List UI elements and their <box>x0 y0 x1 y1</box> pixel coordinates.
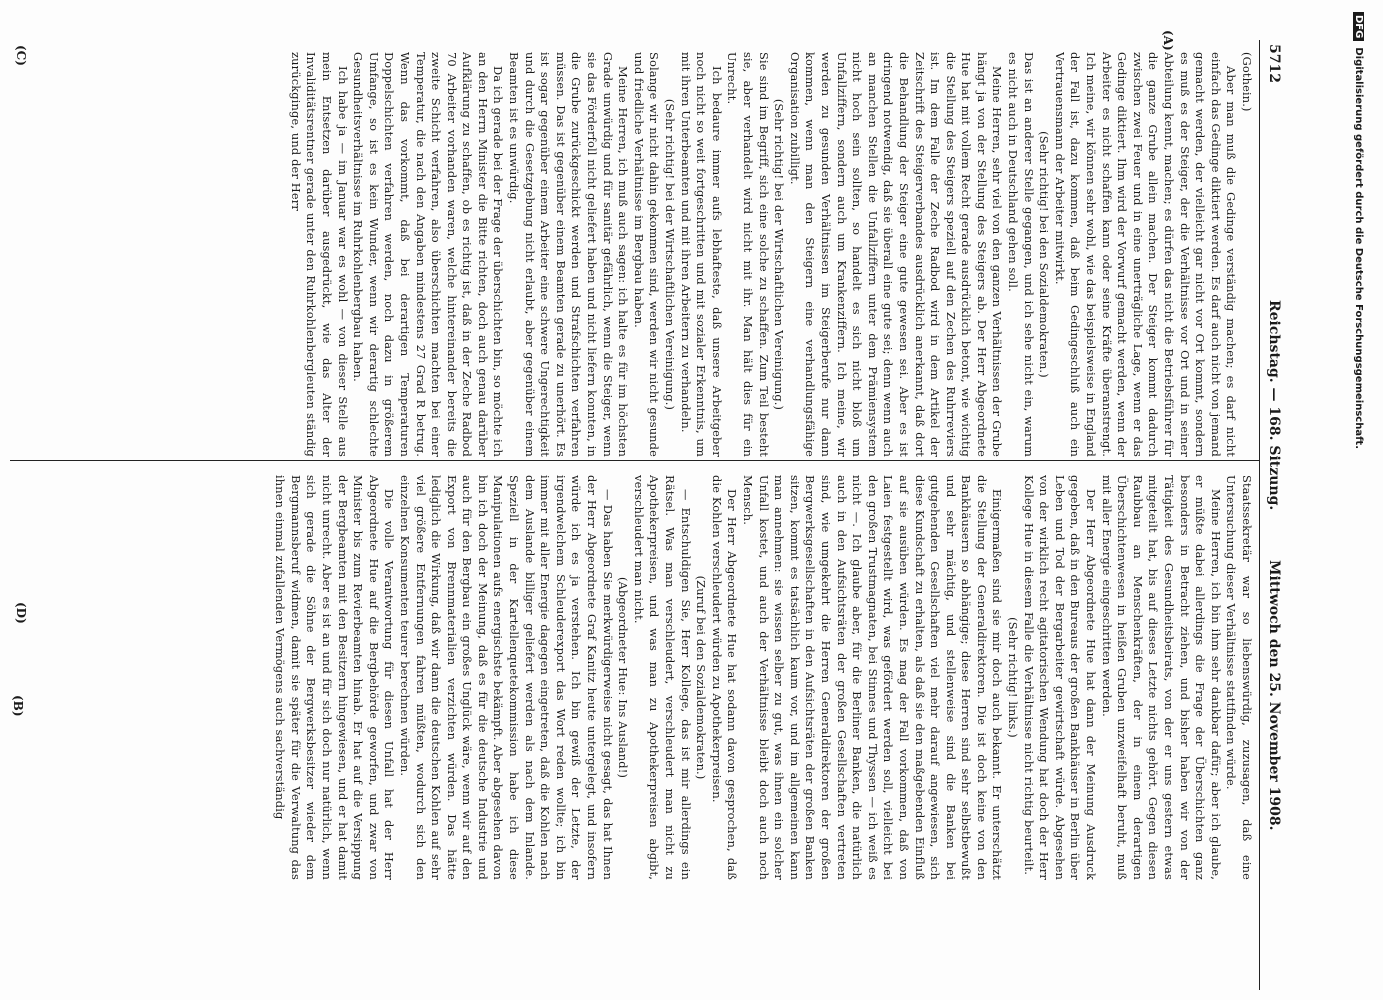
paragraph: Solange wir nicht dahin gekommen sind, werden wir nicht gesunde und friedliche Verhältnisse im Bergbau haben. <box>631 52 662 457</box>
header-date: Mittwoch den 25. November 1908. <box>1266 560 1282 831</box>
credit-text: Digitalisierung gefördert durch die Deutsche Forschungsgemeinschaft. <box>1353 47 1364 450</box>
text-column-right <box>14 475 1254 880</box>
interjection: (Abgeordneter Hue: Ins Ausland!) <box>616 576 631 779</box>
page-header <box>1260 0 1290 1000</box>
paragraph: Einigermaßen sind sie mir doch auch bekannt. Er unterschätzt die Stellung der Generaldirektoren. Die ist doch keine von den Bankhäusern so abhängige; diese Herren sind sehr selbstbewußt und sehr mächtig, und stellenweise sind die Banken bei gutgehenden Gesellschaften viel mehr darauf angewiesen, sich diese Kundschaft zu erhalten, als daß sie den maßgebenden Einfluß auf sie ausüben würden. Es mag der Fall vorkommen, daß von Laien festgestellt wird, was gefördert werden soll, vielleicht bei den großen Trustmagnaten, bei Stinnes und Thyssen — ich weiß es nicht —. Ich glaube aber, für die Berliner Banken, die natürlich auch in den Aufsichtsräten der großen Gesellschaften vertreten sind, wie umgekehrt die Herren Generaldirektoren der großen Bergwerksgesellschaften in den Aufsichtsräten der großen Banken sitzen, kommt es tatsächlich kaum vor, und im allgemeinen kann man annehmen: sie wissen selber zu gut, was ihnen ein solcher Unfall kostet, und auch der Verhältnisse bleibt doch auch noch Mensch. <box>741 475 1005 880</box>
interjection: (Sehr richtig! bei der Wirtschaftlichen Vereinigung.) <box>663 98 678 411</box>
paragraph: — Das haben Sie merkwürdigerweise nicht gesagt, das hat Ihnen der Herr Abgeordnete Graf Kanitz heute untergelegt, und insofern würde ich es ja verstehen. Ich bin gewiß der Letzte, der irgendwelchem Schleuderexport das Wort reden wollte; ich bin immer mit aller Energie dagegen eingetreten, daß die Kohlen nach dem Auslande billiger geliefert werden als nach dem Inlande. Speziell in der Kartellenquetekommission habe ich diese Manipulationen aufs energischste bekämpft. Aber abgesehen davon bin ich doch der Meinung, daß es für die deutsche Industrie und auch für den Bergbau ein großes Unglück wäre, wenn wir auf den Export von Brennmaterialien verzichten würden. Das hätte lediglich die Wirkung, daß wir dann die deutschen Kohlen auf sehr viel größere Entfernungen fahren müßten, wodurch sich den einzelnen Konsumenten teurer berechnen würden. <box>397 475 615 880</box>
paragraph: Ich bedaure immer aufs lebhafteste, daß unsere Arbeitgeber noch nicht so weit fortgeschritten und mit sozialer Erkenntnis, um mit ihren Unterbeamten und mit ihren Arbeitern zu verhandeln. <box>678 52 724 457</box>
paragraph: Ich habe ja — im Januar war es wohl — von dieser Stelle aus mein Entsetzen darüber ausgedrückt, wie das Alter der Invaliditätsrentner gerade unter den Ruhrkohlenbergleuten ständig zurückginge, und der Herr <box>288 52 350 457</box>
paragraph: Meine Herren, ich bin ihm sehr dankbar dafür; aber ich glaube, er müßte dabei allerdings die Frage der Überschichten ganz besonders in Betracht ziehen, und bisher haben wir von der Tätigkeit des Gesundheitsbeirats, von der er uns gestern etwas mitgeteilt hat, bis auf dieses Letzte nichts gehört. Gegen diesen Raubbau an Menschenkräften, der in einem derartigen Überschichtenwesen in heißen Gruben unzweifelhaft beruht, muß mit aller Energie eingeschritten werden. <box>1099 475 1223 880</box>
interjection: (Sehr richtig! links.) <box>1006 617 1021 738</box>
paragraph: Meine Herren, sehr viel von den ganzen Verhältnissen der Grube hängt ja von der Stellung des Steigers ab. Der Herr Abgeordnete Hue hat mit vollem Recht gerade ausdrücklich betont, wie wichtig die Stellung des Steigers speziell auf den Zechen des Ruhrreviers ist. Im dem Falle der Zeche Radbod wird in dem Artikel der Zeitschrift des Steigerverbandes ausdrücklich anerkannt, daß dort die Behandlung der Steiger eine gute gewesen sei. Aber es ist dringend notwendig, daß sie überall eine gute sei; denn wenn auch an manchen Stellen die Unfallziffern unter dem Prämiensystem nicht hoch sein sollten, so handelt es sich nicht bloß um Unfallziffern, sondern auch um Krankenziffern. Ich meine, wir werden zu gesunden Verhältnissen im Steigerberufe nur dann kommen, wenn man den Steigern eine verhandlungsfähige Organisation zubilligt. <box>787 52 1005 457</box>
paragraph: Meine Herren, ich muß auch sagen: ich halte es für im höchsten Grade unwürdig und für sanitär gefährlich, wenn die Steiger, wenn sie das Förderfoll nicht geliefert haben und nicht liefern konnten, in die Grube zurückgeschickt werden und Strafschichten verfahren müssen. Das ist gegenüber einem Beamten gerade zu unerhört. Es ist sogar gegenüber einem Arbeiter eine schwere Ungerechtigkeit und durch die Gesetzgebung nicht erlaubt, aber gegenüber einem Beamten ist es unwürdig. <box>507 52 631 457</box>
margin-mark-b: (B) <box>11 695 25 717</box>
interjection: (Zuruf bei den Sozialdemokraten.) <box>694 575 709 780</box>
text-column-left <box>14 52 1254 457</box>
margin-mark-d: (D) <box>14 602 28 624</box>
margin-mark-c: (C) <box>14 45 28 66</box>
paragraph: Staatssekretär war so liebenswürdig, zuzusagen, daß eine Untersuchung dieser Verhältnisse stattfinden würde. <box>1224 475 1254 880</box>
digitization-credit <box>1340 12 1364 992</box>
speaker-name: (Gothein.) <box>1240 52 1254 112</box>
header-rule <box>1259 40 1260 990</box>
credit-line <box>1353 12 1364 992</box>
page-number: 5712 <box>1266 44 1282 83</box>
interjection: (Sehr richtig! bei den Sozialdemokraten.) <box>1037 131 1052 378</box>
column-divider <box>10 460 1260 461</box>
paragraph: Der Herr Abgeordnete Hue hat dann der Meinung Ausdruck gegeben, daß in den Bureaus der großen Bankhäuser in Berlin über Leben und Tod der Bergarbeiter gewirtschaft würde. Abgesehen von der wirklich recht agitatorischen Wendung hat doch der Herr Kollege Hue in diesem Falle die Verhältnisse nicht richtig beurteilt. <box>1021 475 1099 880</box>
paragraph: Aber man muß die Gedinge verständig machen; es darf nicht einfach das Gedinge diktiert werden. Es darf auch nicht von jemand gemacht werden, der vielleicht gar nicht vor Ort kommt, sondern es muß es der Steiger, der die Verhältnisse vor Ort und in seiner Abteilung kennt, machen; es dürfen das nicht die Betriebsführer für die ganze Grube allein machen. Der Steiger kommt dadurch zwischen zwei Feuer und in eine unerträgliche Lage, wenn er das Gedinge diktiert. Ihm wird der Vorwurf gemacht werden, wenn der Arbeiter es nicht schaffen kann oder seine Kräfte überanstrengt. Ich meine, wir können sehr wohl, wie das beispielsweise in England der Fall ist, dazu kommen, daß beim Gedingeschluß auch ein Vertrauensmann der Arbeiter mitwirkt. <box>1052 52 1239 457</box>
header-session: Reichstag. — 168. Sitzung. <box>1266 300 1282 511</box>
interjection: (Sehr richtig! bei der Wirtschaftlichen Vereinigung.) <box>772 98 787 411</box>
dfg-logo: DFG <box>1353 12 1364 41</box>
paragraph: Da ich gerade bei der Frage der überschichten bin, so möchte ich an den Herrn Minister die Bitte richten, doch auch genau darüber Aufklärung zu schaffen, ob es richtig ist, daß in der Zeche Radbod 70 Arbeiter vorhanden waren, welche hintereinander bereits die zweite Schicht verfahren, also überschichten machten bei einer Temperatur, die nach den Angaben mindestens 27 Grad R betrug. Wenn das vorkommt, daß bei derartigen Temperaturen Doppelschichten verfahren werden, noch dazu in größerem Umfange, so ist es kein Wunder, wenn wir derartig schlechte Gesundheitsverhältnisse im Ruhrkohlenbergbau haben. <box>351 52 506 457</box>
paragraph: Das ist an anderer Stelle gegangen, und ich sehe nicht ein, warum es nicht auch in Deutschland gehen soll. <box>1006 52 1036 457</box>
paragraph: Sie sind im Begriff, sich eine solche zu schaffen. Zum Teil besteht sie, aber verhandelt wird nicht mit ihr. Man hält dies für ein Unrecht. <box>725 52 771 457</box>
paragraph: Die volle Verantwortung für diesen Unfall hat der Herr Abgeordnete Hue auf die Bergbehörde geworfen, und zwar von Minister bis zum Revierbeamten hinab. Er hat auf die Versippung der Bergbeamten mit den Besitzern hingewiesen, und er hat damit nicht unrecht. Aber es ist an und für sich doch nur natürlich, wenn sich gerade die Söhne der Bergwerksbesitzer wieder dem Bergmannsberuf widmen, damit sie später für die Verwaltung das ihnen einmal zufallenden Vermögens auch sachverständig <box>273 475 397 880</box>
paragraph: Der Herr Abgeordnete Hue hat sodann davon gesprochen, daß die Kohlen verschleudert würden zu Apothekerpreisen. <box>709 475 740 880</box>
paragraph: — Entschuldigen Sie, Herr Kollege, das ist mir allerdings ein Rätsel. Was man verschleudert, verschleudert man nicht zu Apothekerpreisen, und was man zu Apothekerpreisen abgibt, verschleudert man nicht. <box>631 475 693 880</box>
margin-mark-a: (A) <box>1161 30 1175 51</box>
